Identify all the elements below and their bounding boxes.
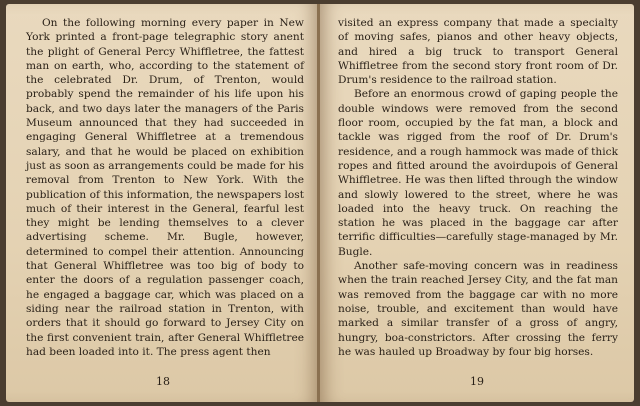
right-page <box>320 4 634 402</box>
right-paragraph-2: Before an enormous crowd of gaping people the double windows were removed from the second floor room, occupied by the fat man, a block and tackle was rigged from the roof of Dr. Drum's residence, and a rough hammock was made of thick ropes and fitted around the avoirdupois of General Whiffletree. He was then lifted through the window and slowly lowered to the street, where he was loaded into the heavy truck. On reaching the station he was placed in the baggage car after terrific difficulties—carefully stage-managed by Mr. Bugle. <box>338 88 618 258</box>
right-paragraph-3: Another safe-moving concern was in readiness when the train reached Jersey City, and the fat man was removed from the baggage car with no more noise, trouble, and excitement than would have marked a similar transfer of a gross of angry, hungry, boa-constrictors. After crossing the ferry he was hauled up Broadway by four big horses. <box>338 260 618 358</box>
left-paragraph-1: On the following morning every paper in New York printed a front-page telegraphic story anent the plight of General Percy Whiffletree, the fattest man on earth, who, according to the statement of the celebrated Dr. Drum, of Trenton, would probably spend the remainder of his life upon his back, and two days later the managers of the Paris Museum announced that they had succeeded in engaging General Whiffletree at a tremendous salary, and that he would be placed on exhibition just as soon as arrangements could be made for his removal from Trenton to New York. With the publication of this information, the newspapers lost much of their interest in the General, fearful lest they might be lending themselves to a clever advertising scheme. Mr. Bugle, however, determined to compel their attention. Announcing that General Whiffletree was too big of body to enter the doors of a regulation passenger coach, he engaged a baggage car, which was placed on a siding near the railroad station in Trenton, with orders that it should go forward to Jersey City on the first convenient train, after General Whiffletree had been loaded into it. The press agent then <box>26 17 304 358</box>
left-page-text <box>26 16 304 359</box>
left-page-number: 18 <box>156 375 170 388</box>
right-page-number: 19 <box>470 375 484 388</box>
left-page <box>6 4 318 402</box>
right-page-text <box>338 16 618 359</box>
right-paragraph-1: visited an express company that made a specialty of moving safes, pianos and other heavy objects, and hired a big truck to transport General Whiffletree from the second story front room of Dr. Drum's residence to the railroad station. <box>338 17 618 87</box>
